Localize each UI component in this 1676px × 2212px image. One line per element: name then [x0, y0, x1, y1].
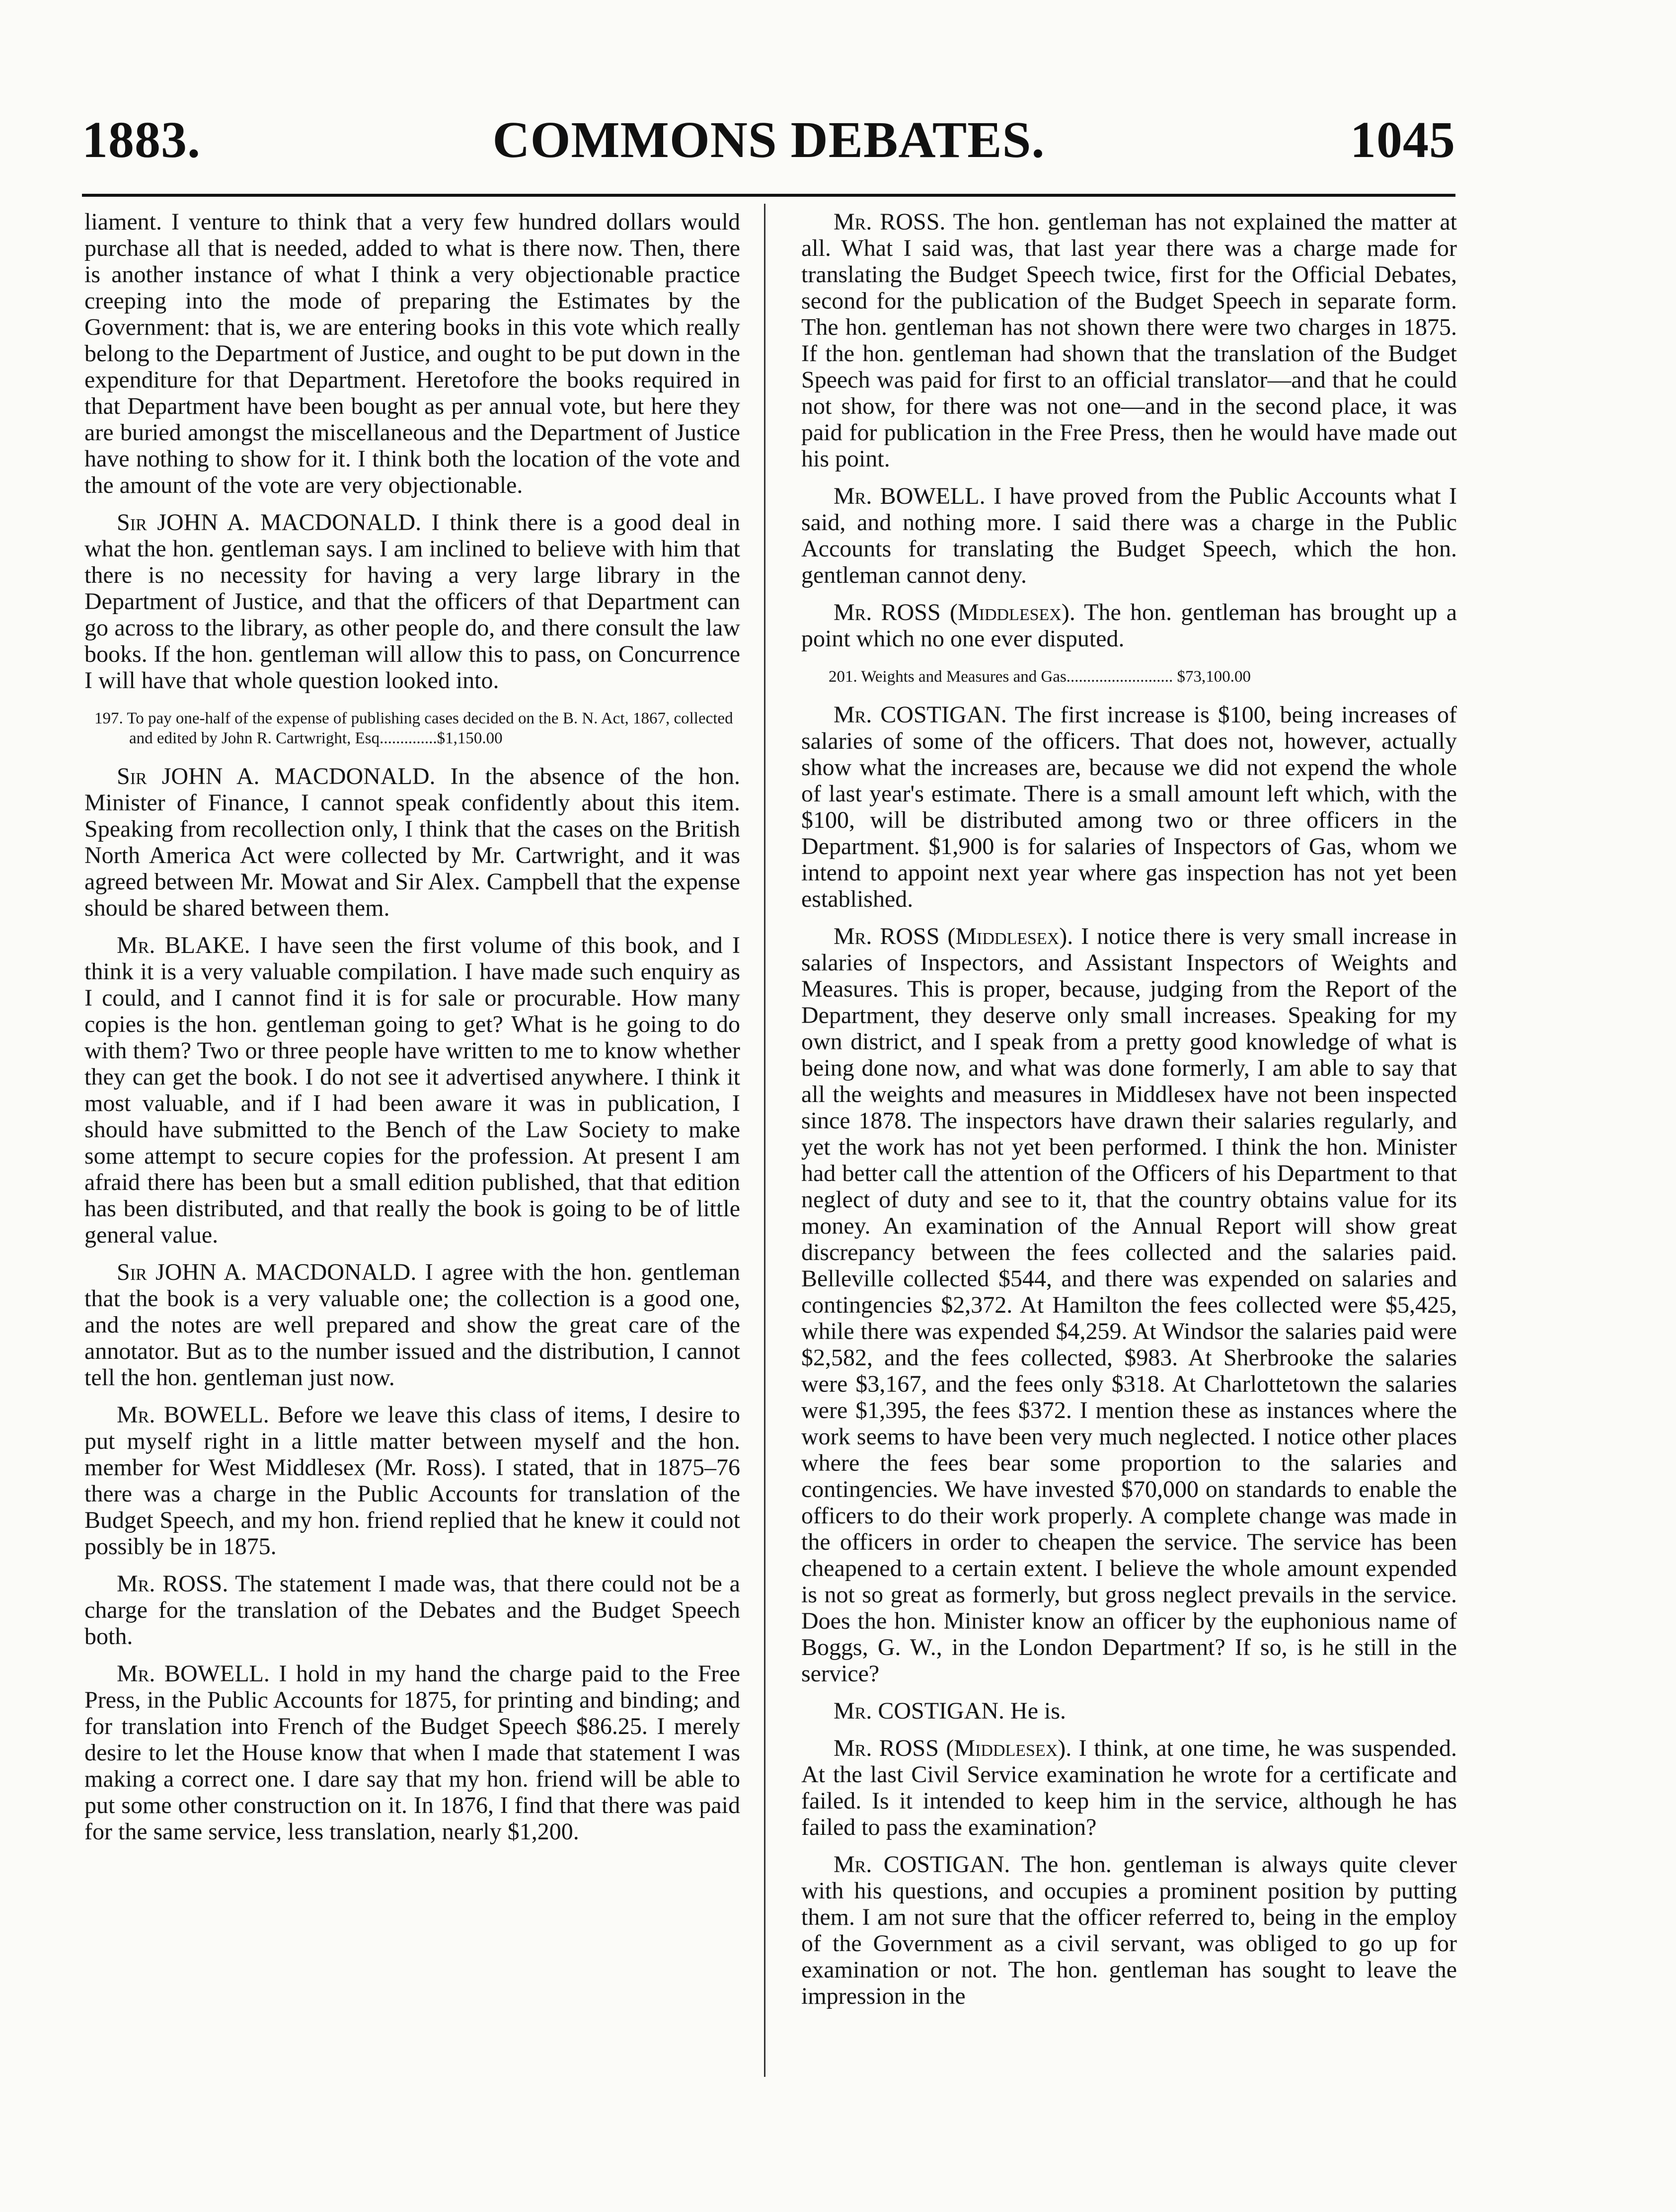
- paragraph: [84, 1660, 740, 1845]
- paragraph: [801, 599, 1457, 652]
- speaker-name: Mr. ROSS (Middlesex).: [834, 923, 1073, 949]
- speaker-name: Mr. ROSS (Middlesex).: [834, 1735, 1072, 1761]
- paragraph: [84, 763, 740, 921]
- paragraph-text: The hon. gentleman has brought up a point which no one ever disputed.: [801, 599, 1457, 652]
- paragraph-text: The hon. gentleman is always quite clever with his questions, and occupies a prominent position by putting them. I am not sure that the officer referred to, being in the employ of the Government as a civil servant, was obliged to go up for examination or not. The hon. gentleman has sought to leave the impression in the: [801, 1851, 1457, 2009]
- paragraph-text: I hold in my hand the charge paid to the Free Press, in the Public Accounts for 1875, for printing and binding; and for translation into French of the Budget Speech $86.25. I merely desire to let the House know that when I made that statement I was making a correct one. I dare say that my hon. friend will be able to put some other construction on it. In 1876, I find that there was paid for the same service, less translation, nearly $1,200.: [84, 1660, 741, 1845]
- left-column: [84, 209, 740, 1856]
- header-page-number: 1045: [1350, 111, 1455, 168]
- speaker-name: Mr. ROSS (Middlesex).: [834, 599, 1075, 626]
- speaker-name: Mr. COSTIGAN.: [834, 1851, 1010, 1878]
- paragraph: [801, 209, 1457, 472]
- speaker-name: Mr. BOWELL.: [834, 483, 986, 509]
- paragraph-text: The statement I made was, that there could not be a charge for the translation of the Debates and the Budget Speech both.: [84, 1571, 740, 1650]
- paragraph: [84, 1571, 740, 1650]
- paragraph-text: He is.: [1010, 1698, 1067, 1724]
- speaker-name: Mr. ROSS.: [117, 1571, 229, 1597]
- paragraph: [84, 1402, 740, 1560]
- speaker-name: Mr. BOWELL.: [117, 1660, 270, 1687]
- paragraph: [801, 1698, 1457, 1724]
- paragraph: [84, 209, 740, 498]
- paragraph-text: I think there is a good deal in what the hon. gentleman says. I am inclined to believe with him that there is no necessity for having a very large library in the Department of Justice, and that the officers of that Department can go across to the library, as other people do, and there consult the law books. If the hon. gentleman will allow this to pass, on Concurrence I will have that whole question looked into.: [84, 509, 741, 694]
- vote-item: 197. To pay one-half of the expense of publishing cases decided on the B. N. Act, 1867, collected and edited by John R. Cartwright, Esq..............$1,150.00: [94, 710, 733, 747]
- paragraph: [84, 509, 740, 694]
- speaker-name: Mr. BOWELL.: [117, 1402, 269, 1428]
- column-divider: [764, 204, 765, 2077]
- speaker-name: Mr. COSTIGAN.: [834, 702, 1007, 728]
- right-column: [801, 209, 1457, 2020]
- paragraph: [801, 1735, 1457, 1840]
- paragraph: [84, 932, 740, 1248]
- header-year: 1883.: [82, 111, 201, 168]
- header-rule: [82, 194, 1455, 197]
- paragraph-text: I notice there is very small increase in salaries of Inspectors, and Assistant Inspectors of Weights and Measures. This is proper, because, judging from the Report of the Department, they deserve only small increases. Speaking for my own district, and I speak from a pretty good knowledge of what is being done now, and what was done formerly, I am able to say that all the weights and measures in Middlesex have not been inspected since 1878. The inspectors have drawn their salaries regularly, and yet the work has not yet been performed. I think the hon. Minister had better call the attention of the Officers of his Department to that neglect of duty and see to it, that the country obtains value for its money. An examination of the Annual Report will show great discrepancy between the fees collected and the salaries paid. Belleville collected $544, and there was expended on salaries and contingencies $2,372. At Hamilton the fees collected were $5,425, while there was expended $4,259. At Windsor the salaries paid were $2,582, and the fees collected, $983. At Sherbrooke the salaries were $3,167, and the fees only $318. At Charlottetown the salaries were $1,395, the fees $372. I mention these as instances where the work seems to have been very much neglected. I notice other places where the fees bear some proportion to the salaries and contingencies. We have invested $70,000 on standards to enable the officers to do their work properly. A complete change was made in the officers in order to cheapen the service. The service has been cheapened to a certain extent. I believe the whole amount expended is not so great as formerly, but gross neglect prevails in the service. Does the hon. Minister know an officer by the euphonious name of Boggs, G. W., in the London Department? If so, is he still in the service?: [801, 923, 1457, 1687]
- paragraph-text: The hon. gentleman has not explained the matter at all. What I said was, that last year there was a charge made for translating the Budget Speech twice, first for the Official Debates, second for the publication of the Budget Speech in separate form. The hon. gentleman has not shown there were two charges in 1875. If the hon. gentleman had shown that the translation of the Budget Speech was paid for first to an official translator—and that he could not show, for there was not one—and in the second place, it was paid for publication in the Free Press, then he would have made out his point.: [801, 209, 1457, 472]
- paragraph: [801, 702, 1457, 912]
- paragraph-text: I have proved from the Public Accounts what I said, and nothing more. I said there was a charge in the Public Accounts for translating the Budget Speech, which the hon. gentleman cannot deny.: [801, 483, 1457, 588]
- page-header: [82, 104, 1455, 174]
- speaker-name: Mr. BLAKE.: [117, 932, 250, 958]
- paragraph-text: I think, at one time, he was suspended. At the last Civil Service examination he wrote for a certificate and failed. Is it intended to keep him in the service, although he has failed to pass the examination?: [801, 1735, 1457, 1840]
- paragraph-text: I have seen the first volume of this book, and I think it is a very valuable compilation. I have made such enquiry as I could, and I cannot find it is for sale or procurable. How many copies is the hon. gentleman going to get? What is he going to do with them? Two or three people have written to me to know whether they can get the book. I do not see it advertised anywhere. I think it most valuable, and if I had been aware it was in publication, I should have submitted to the Bench of the Law Society to make some attempt to secure copies for the profession. At present I am afraid there has been but a small edition published, that that edition has been distributed, and that really the book is going to be of little general value.: [84, 932, 741, 1248]
- paragraph-text: Before we leave this class of items, I desire to put myself right in a little matter between myself and the hon. member for West Middlesex (Mr. Ross). I stated, that in 1875–76 there was a charge in the Public Accounts for translation of the Budget Speech, and my hon. friend replied that he knew it could not possibly be in 1875.: [84, 1402, 741, 1560]
- paragraph: [801, 1851, 1457, 2009]
- paragraph-text: I agree with the hon. gentleman that the book is a very valuable one; the collection is a good one, and the notes are well prepared and show the great care of the annotator. But as to the number issued and the distribution, I cannot tell the hon. gentleman just now.: [84, 1259, 741, 1391]
- paragraph: [84, 1259, 740, 1391]
- paragraph-text: In the absence of the hon. Minister of Finance, I cannot speak confidently about this item. Speaking from recollection only, I think that the cases on the British North America Act were collected by Mr. Cartwright, and it was agreed between Mr. Mowat and Sir Alex. Campbell that the expense should be shared between them.: [84, 763, 741, 921]
- paragraph: [801, 483, 1457, 588]
- speaker-name: Sir JOHN A. MACDONALD.: [117, 1259, 417, 1285]
- vote-item: 201. Weights and Measures and Gas.......................... $73,100.00: [829, 668, 1251, 686]
- speaker-name: Mr. ROSS.: [834, 209, 946, 235]
- header-title: COMMONS DEBATES.: [492, 111, 1045, 168]
- speaker-name: Mr. COSTIGAN.: [834, 1698, 1005, 1724]
- speaker-name: Sir JOHN A. MACDONALD.: [117, 509, 422, 536]
- paragraph-text: The first increase is $100, being increases of salaries of some of the officers. That does not, however, actually show what the increases are, because we did not expend the whole of last year's estimate. There is a small amount left which, with the $100, will be distributed among two or three officers in the Department. $1,900 is for salaries of Inspectors of Gas, whom we intend to appoint next year where gas inspection has not yet been established.: [801, 702, 1457, 912]
- paragraph-text: liament. I venture to think that a very few hundred dollars would purchase all that is needed, added to what is there now. Then, there is another instance of what I think a very objectionable practice creeping into the mode of preparing the Estimates by the Government: that is, we are entering books in this vote which really belong to the Department of Justice, and ought to be put down in the expenditure for that Department. Heretofore the books required in that Department have been bought as per annual vote, but here they are buried amongst the miscellaneous and the Department of Justice have nothing to show for it. I think both the location of the vote and the amount of the vote are very objectionable.: [84, 209, 740, 498]
- paragraph: [801, 923, 1457, 1687]
- speaker-name: Sir JOHN A. MACDONALD.: [117, 763, 436, 790]
